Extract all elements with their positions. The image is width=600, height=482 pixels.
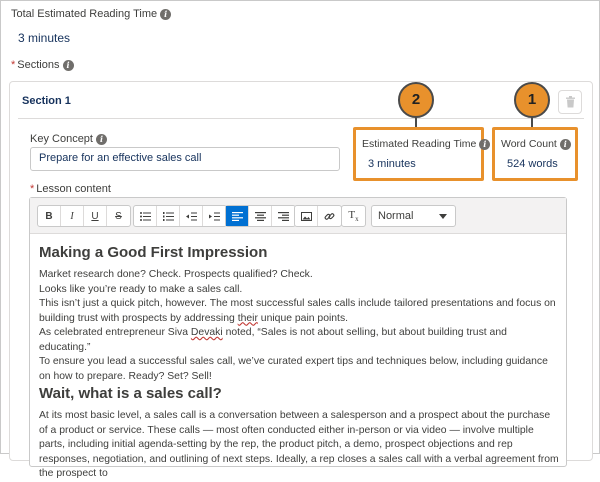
word-count-value: 524 words [507, 158, 558, 170]
section-divider [18, 118, 584, 119]
link-icon [324, 211, 335, 222]
info-icon[interactable]: i [96, 134, 107, 145]
bold-button[interactable] [38, 206, 61, 226]
align-left-button[interactable] [226, 206, 249, 226]
word-count-label [501, 138, 571, 150]
key-concept-label-text: Key Concept [30, 133, 93, 145]
total-reading-time-value: 3 minutes [18, 31, 71, 45]
section-title: Section 1 [22, 95, 71, 107]
indent-icon [209, 212, 220, 221]
trash-icon [565, 96, 576, 108]
align-right-icon [278, 212, 289, 221]
clear-format-group [341, 205, 366, 227]
key-concept-input[interactable]: Prepare for an effective sales call [30, 147, 340, 171]
estimated-reading-time-label-text: Estimated Reading Time [362, 138, 477, 150]
callout-badge-word-count: 1 [514, 82, 550, 118]
key-concept-label [30, 133, 107, 145]
callout-connector [415, 117, 417, 127]
align-left-icon [232, 212, 243, 221]
editor-content[interactable] [39, 244, 559, 482]
chevron-down-icon [439, 214, 447, 219]
content-paragraph [39, 297, 559, 326]
numbered-list-icon [163, 212, 174, 221]
content-paragraph: Looks like you’re ready to make a sales call. [39, 283, 243, 295]
content-text: As celebrated entrepreneur Siva [39, 327, 191, 338]
outdent-icon [186, 212, 197, 221]
align-right-button[interactable] [272, 206, 295, 226]
delete-section-button[interactable] [558, 90, 582, 114]
outdent-button[interactable] [180, 206, 203, 226]
bulleted-list-icon [140, 212, 151, 221]
required-marker: * [30, 183, 35, 195]
callout-connector [531, 117, 533, 127]
word-count-box [492, 127, 578, 181]
sections-label-text: Sections [17, 59, 60, 71]
bulleted-list-button[interactable] [134, 206, 157, 226]
total-reading-time-label [11, 8, 171, 20]
italic-button[interactable] [61, 206, 84, 226]
content-text: unique pain points. [257, 312, 349, 324]
estimated-reading-time-box [353, 127, 487, 181]
lesson-content-label-text: Lesson content [36, 183, 111, 195]
image-icon [301, 212, 312, 221]
word-count-label-text: Word Count [501, 138, 557, 150]
strikethrough-icon: S [115, 210, 122, 222]
insert-link-button[interactable] [318, 206, 341, 226]
total-reading-time-label-text: Total Estimated Reading Time [11, 8, 158, 20]
align-center-icon [255, 212, 266, 221]
clear-formatting-icon: $T_x$ [348, 208, 359, 224]
bold-icon: B [45, 210, 53, 222]
editor-toolbar [30, 198, 566, 234]
info-icon[interactable]: i [560, 139, 571, 150]
underline-button[interactable] [84, 206, 107, 226]
indent-button[interactable] [203, 206, 226, 226]
font-style-value: Normal [378, 210, 414, 222]
content-paragraph [39, 326, 559, 355]
content-paragraph: To ensure you lead a successful sales call, we’ve curated expert tips and techniques below, including guidance on how to prepare. Ready? Set? Sell! [39, 356, 548, 382]
misspelled-word: Devaki [190, 327, 223, 338]
align-center-button[interactable] [249, 206, 272, 226]
alignment-group [225, 205, 296, 227]
italic-icon: I [70, 210, 74, 222]
strikethrough-button[interactable] [107, 206, 130, 226]
rich-text-editor[interactable] [29, 197, 567, 479]
info-icon[interactable]: i [479, 139, 490, 150]
estimated-reading-time-value: 3 minutes [368, 158, 416, 170]
content-text: noted, “Sales is not about selling, but about building trust and educating.” [39, 327, 507, 353]
estimated-reading-time-label [362, 138, 490, 150]
numbered-list-button[interactable] [157, 206, 180, 226]
misspelled-word: their [237, 312, 258, 324]
insert-group [294, 205, 342, 227]
callout-badge-reading-time: 2 [398, 82, 434, 118]
sections-label [11, 59, 74, 71]
required-marker: * [11, 59, 16, 71]
content-heading: Making a Good First Impression [39, 244, 268, 261]
info-icon[interactable]: i [160, 9, 171, 20]
info-icon[interactable]: i [63, 60, 74, 71]
content-paragraph: Market research done? Check. Prospects qualified? Check. [39, 269, 313, 280]
text-style-group [37, 205, 131, 227]
underline-icon: U [91, 210, 99, 222]
font-style-select[interactable] [371, 205, 456, 227]
content-text: This isn’t just a quick pitch, however. The most successful sales calls include tailored presentations and focus on building trust with prospects by addressing [39, 298, 556, 324]
insert-image-button[interactable] [295, 206, 318, 226]
lesson-content-label [30, 183, 111, 195]
clear-formatting-button[interactable] [342, 206, 365, 226]
content-heading: Wait, what is a sales call? [39, 385, 222, 402]
list-group [133, 205, 227, 227]
content-paragraph: At its most basic level, a sales call is a conversation between a salesperson and a prospect about the purchase of a product or service. These calls — most often conducted either in-person or via video — involve multiple parts, including initial agenda-setting by the rep, the product pitch, a demo, prospect objections and rep responses, negotiation, and outlining of next steps. Ideally, a rep closes a sales call with a verbal agreement from the prospect to [39, 410, 559, 479]
